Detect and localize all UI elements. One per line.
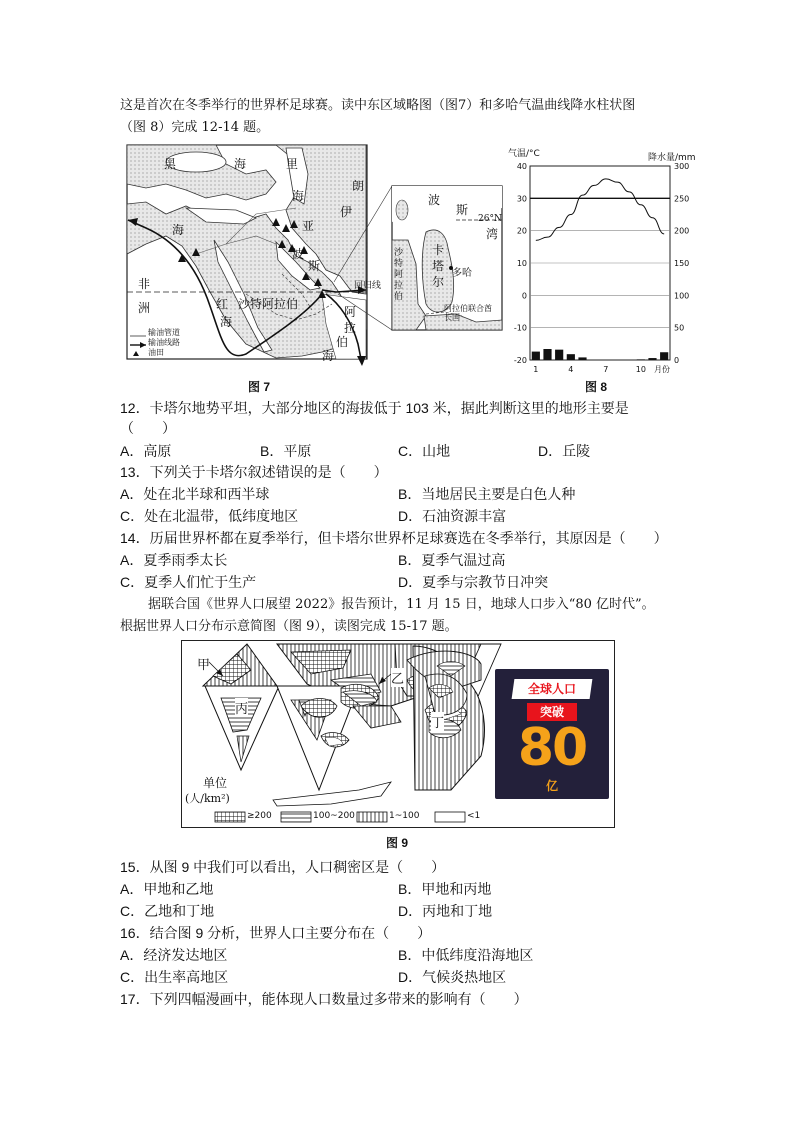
inset-label-ta: 塔 <box>432 259 445 273</box>
precip-bar <box>567 354 575 360</box>
temp-tick-label: -20 <box>513 356 527 365</box>
temp-tick-label: -10 <box>513 323 527 333</box>
q16-option-c: C．出生率高地区 <box>120 969 229 985</box>
legend-1-100: 1~100 <box>389 811 420 821</box>
legend-lt-1: <1 <box>467 811 481 821</box>
map-label-tropic: 回归线 <box>354 281 382 291</box>
q14-option-c: C．夏季人们忙于生产 <box>120 574 257 590</box>
right-axis-title: 降水量/mm <box>648 153 696 163</box>
q16-stem: 16．结合图 9 分析，世界人口主要分布在（ ） <box>120 925 432 941</box>
map-label-bo: 波 <box>292 247 305 261</box>
q12-option-b: B．平原 <box>260 443 312 459</box>
legend-pipeline: 输油管道 <box>148 328 180 337</box>
temp-tick-label: 30 <box>516 194 527 204</box>
map-label-la: 拉 <box>344 321 357 335</box>
figure-9-population-map <box>181 640 615 828</box>
inset-label-er: 尔 <box>432 275 445 289</box>
precip-bar <box>532 352 540 360</box>
climate-chart-svg <box>508 146 706 378</box>
temp-tick-label: 20 <box>516 226 527 236</box>
q16-option-b: B．中低纬度沿海地区 <box>398 947 534 963</box>
inset-label-ka: 卡 <box>432 243 445 257</box>
precip-tick-label: 150 <box>674 259 690 268</box>
precip-tick-label: 50 <box>674 323 685 333</box>
region-label-ding: 丁 <box>431 712 444 731</box>
temp-tick-label: 0 <box>521 291 527 301</box>
map-label-a: 阿 <box>344 305 357 319</box>
map-label-saudi: 沙特阿拉伯 <box>238 297 299 311</box>
left-axis-title: 气温/°C <box>508 149 540 159</box>
precip-bar <box>660 352 668 360</box>
map-label-bai: 伯 <box>336 335 349 349</box>
precip-bar <box>578 357 586 360</box>
q12-option-a: A．高原 <box>120 443 172 459</box>
inset-label-saudi: 沙特阿拉伯 <box>394 248 404 302</box>
q16-option-d: D．气候炎热地区 <box>398 969 507 985</box>
figure-7-caption: 图 7 <box>248 380 271 394</box>
q15-option-d: D．丙地和丁地 <box>398 903 493 919</box>
map-label-ya: 亚 <box>302 219 315 233</box>
q12-stem: 12．卡塔尔地势平坦，大部分地区的海拔低于 103 米，据此判断这里的地形主要是 <box>120 400 629 416</box>
temp-tick-label: 40 <box>516 162 527 171</box>
q13-option-c: C．处在北温带，低纬度地区 <box>120 508 299 524</box>
temp-tick-label: 10 <box>516 259 527 268</box>
poster-yi: 亿 <box>545 779 558 793</box>
region-label-jia: 甲 <box>197 658 211 673</box>
map-label-hai-2: 海 <box>292 189 305 203</box>
precip-bar <box>648 358 656 360</box>
map-label-fei: 非 <box>138 277 151 291</box>
precip-bar <box>637 359 645 360</box>
inset-label-bo: 波 <box>428 193 441 207</box>
precip-tick-label: 300 <box>674 162 690 171</box>
figure-9-caption: 图 9 <box>386 836 409 850</box>
map-label-hai-5: 海 <box>322 349 335 363</box>
q13-option-a: A．处在北半球和西半球 <box>120 486 270 502</box>
population-80-billion-poster <box>495 669 609 799</box>
map-label-hai-3: 海 <box>172 223 185 237</box>
legend-ge-200: ≥200 <box>247 811 272 821</box>
legend-oil-field: 油田 <box>148 348 164 357</box>
q13-option-b: B．当地居民主要是白色人种 <box>398 486 576 502</box>
month-tick-label: 7 <box>603 365 609 374</box>
unit-value: (人/km²) <box>185 792 230 805</box>
month-tick-label: 10 <box>635 365 646 374</box>
map-label-hong: 红 <box>216 297 229 311</box>
unit-label: 单位 <box>203 776 228 790</box>
inset-label-lat: 26°N <box>478 214 502 224</box>
q15-option-b: B．甲地和丙地 <box>398 881 492 897</box>
figure-7-map <box>126 144 506 376</box>
figure-8-climate-chart <box>508 146 706 378</box>
legend-100-200: 100~200 <box>313 811 355 821</box>
map-label-si: 斯 <box>308 259 321 273</box>
inset-label-si: 斯 <box>456 203 469 217</box>
precip-bar <box>543 349 551 360</box>
poster-big-80: 80 <box>517 718 587 778</box>
map-label-hai-4: 海 <box>220 315 233 329</box>
intro2-line-1: 据联合国《世界人口展望 2022》报告预计，11 月 15 日，地球人口步入“80 亿时代”。 <box>148 597 655 612</box>
month-tick-label: 1 <box>533 365 539 374</box>
legend-oil-route: 输油线路 <box>148 338 180 347</box>
map-label-hei: 黑 <box>164 157 177 171</box>
q14-stem: 14．历届世界杯都在夏季举行，但卡塔尔世界杯足球赛选在冬季举行，其原因是（ ） <box>120 530 668 546</box>
precip-tick-label: 0 <box>674 356 680 365</box>
q12-option-c: C．山地 <box>398 443 451 459</box>
precip-tick-label: 100 <box>674 291 690 301</box>
month-axis-label: 月份 <box>654 365 670 374</box>
intro2-line-2: 根据世界人口分布示意简图（图 9），读图完成 15-17 题。 <box>120 619 458 634</box>
q15-option-c: C．乙地和丁地 <box>120 903 215 919</box>
intro-line-2: （图 8）完成 12-14 题。 <box>120 120 270 135</box>
q12-option-d: D．丘陵 <box>538 443 591 459</box>
q17-stem: 17．下列四幅漫画中，能体现人口数量过多带来的影响有（ ） <box>120 991 528 1007</box>
inset-label-uae: 阿拉伯联合酋长国 <box>444 304 492 322</box>
q15-option-a: A．甲地和乙地 <box>120 881 214 897</box>
q14-option-b: B．夏季气温过高 <box>398 552 506 568</box>
q15-stem: 15．从图 9 中我们可以看出，人口稠密区是（ ） <box>120 859 446 875</box>
q13-stem: 13．下列关于卡塔尔叙述错误的是（ ） <box>120 464 388 480</box>
inset-label-doha: 多哈 <box>452 268 472 279</box>
map-label-li: 里 <box>286 157 299 171</box>
region-label-bing: 丙 <box>235 698 248 717</box>
region-label-yi: 乙 <box>391 668 404 687</box>
q16-option-a: A．经济发达地区 <box>120 947 228 963</box>
q14-option-d: D．夏季与宗教节日冲突 <box>398 574 549 590</box>
figure-8-caption: 图 8 <box>585 380 608 394</box>
month-tick-label: 4 <box>568 365 574 374</box>
q13-option-d: D．石油资源丰富 <box>398 508 507 524</box>
q14-option-a: A．夏季雨季太长 <box>120 552 228 568</box>
precip-tick-label: 200 <box>674 226 690 236</box>
intro-line-1: 这是首次在冬季举行的世界杯足球赛。读中东区域略图（图7）和多哈气温曲线降水柱状图 <box>120 98 636 113</box>
inset-label-wan: 湾 <box>486 227 499 241</box>
poster-line-1: 全球人口 <box>527 682 576 696</box>
precip-tick-label: 250 <box>674 194 690 204</box>
poster-line-2: 突破 <box>539 705 564 719</box>
precip-bar <box>555 350 563 360</box>
q12-paren: （ ） <box>120 420 176 436</box>
map-label-yi: 伊 <box>340 205 353 219</box>
map-label-hai-1: 海 <box>234 157 247 171</box>
map-label-lang: 朗 <box>352 179 365 193</box>
map-label-zhou: 洲 <box>138 301 151 315</box>
